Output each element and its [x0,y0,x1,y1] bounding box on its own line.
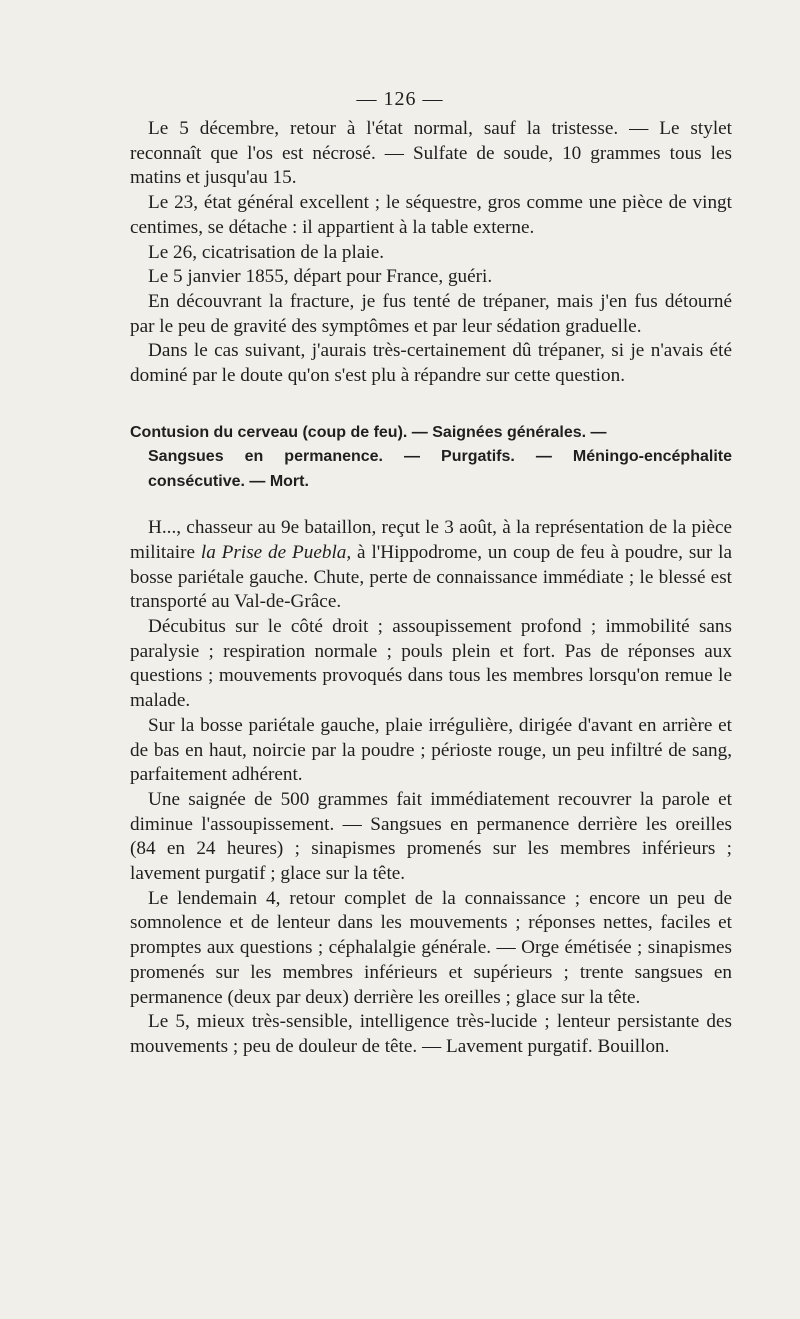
case-heading-line2: Sangsues en permanence. — Purgatifs. — Méningo-encéphalite consécutive. — Mort. [148,448,732,490]
case-intro-text: H..., chasseur au 9e bataillon, reçut le 3 août, à la représentation de la pièce militaire [130,517,732,563]
paragraph-bleeding: Une saignée de 500 grammes fait immédiatement recouvrer la parole et diminue l'assoupissement. — Sangsues en permanence derrière les oreilles (84 en 24 heures) ; sinapismes promenés sur les membres inférieurs ; lavement purgatif ; glace sur la tête. [130,788,732,885]
page-body [130,117,732,1060]
paragraph-5-january: Le 5 janvier 1855, départ pour France, guéri. [148,266,493,288]
paragraph-23: Le 23, état général excellent ; le séquestre, gros comme une pièce de vingt centimes, se détache : il appartient à la table externe. [130,192,732,238]
paragraph-next-day: Le lendemain 4, retour complet de la connaissance ; encore un peu de somnolence et de lenteur dans les mouvements ; réponses nettes, faciles et promptes aux questions ; céphalalgie générale. — Orge émétisée ; sinapismes promenés sur les membres inférieurs et supérieurs ; trente sangsues en permanence (deux par deux) derrière les oreilles ; glace sur la tête. [130,887,732,1008]
paragraph-case-intro [130,516,732,615]
paragraph-decubitus: Décubitus sur le côté droit ; assoupissement profond ; immobilité sans paralysie ; respiration normale ; pouls plein et fort. Pas de réponses aux questions ; mouvements provoqués dans tous les membres lorsqu'on remue le malade. [130,616,732,712]
page-number: — 126 — [356,88,444,110]
paragraph-day-5: Le 5, mieux très-sensible, intelligence très-lucide ; lenteur persistante des mouvements ; peu de douleur de tête. — Lavement purgatif. Bouillon. [130,1011,732,1057]
play-title: la Prise de Puebla, [200,541,352,563]
paragraph-26: Le 26, cicatrisation de la plaie. [148,241,385,263]
paragraph-next-case: Dans le cas suivant, j'aurais très-certainement dû trépaner, si je n'avais été dominé par le doute qu'on s'est plu à répandre sur cette question. [130,340,732,387]
paragraph-fracture: En découvrant la fracture, je fus tenté de trépaner, mais j'en fus détourné par le peu de gravité des symptômes et par leur sédation graduelle. [130,290,732,337]
case-heading-line1: Contusion du cerveau (coup de feu). — Saignées générales. — [130,423,607,441]
case-intro-text-end: à l'Hippodrome, un coup de feu à poudre, sur la bosse pariétale gauche. Chute, perte de connaissance immédiate ; le blessé est transporté au Val-de-Grâce. [130,541,732,613]
case-heading [130,421,732,495]
paragraph-wound: Sur la bosse pariétale gauche, plaie irrégulière, dirigée d'avant en arrière et de bas en haut, noircie par la poudre ; périoste rouge, un peu infiltré de sang, parfaitement adhérent. [130,714,732,786]
paragraph-5-december: Le 5 décembre, retour à l'état normal, sauf la tristesse. — Le stylet reconnaît que l'os est nécrosé. — Sulfate de soude, 10 grammes tous les matins et jusqu'au 15. [130,118,732,189]
